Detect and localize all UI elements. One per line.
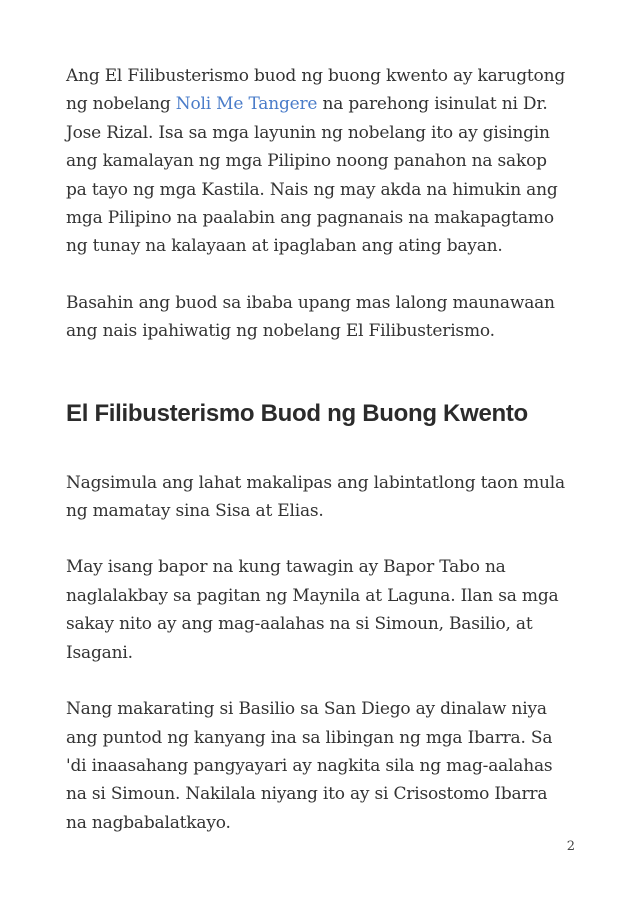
paragraph-spacer [66, 667, 578, 695]
story-line: na si Simoun. Nakilala niyang ito ay si Crisostomo Ibarra [66, 784, 548, 805]
heading-spacer [66, 429, 578, 469]
intro-line: Jose Rizal. Isa sa mga layunin ng nobelang ito ay gisingin [66, 122, 550, 143]
intro-paragraph [66, 62, 578, 261]
story-line: Isagani. [66, 642, 133, 663]
story-paragraph-2 [66, 553, 578, 667]
paragraph-spacer [66, 261, 578, 289]
story-line: Nang makarating si Basilio sa San Diego ay dinalaw niya [66, 699, 547, 720]
intro-line: ang kamalayan ng mga Pilipino noong panahon na sakop [66, 151, 547, 172]
story-line: ng mamatay sina Sisa at Elias. [66, 501, 324, 522]
intro-text: ng nobelang [66, 94, 176, 115]
read-below-line: ang nais ipahiwatig ng nobelang El Filibusterismo. [66, 321, 495, 342]
story-paragraph-1 [66, 469, 578, 526]
story-line: naglalakbay sa pagitan ng Maynila at Laguna. Ilan sa mga [66, 585, 559, 606]
noli-me-tangere-link[interactable]: Noli Me Tangere [175, 94, 318, 115]
story-line: May isang bapor na kung tawagin ay Bapor Tabo na [66, 557, 506, 578]
story-line: Nagsimula ang lahat makalipas ang labintatlong taon mula [66, 472, 565, 493]
intro-line: Ang El Filibusterismo buod ng buong kwento ay karugtong [66, 66, 566, 86]
story-line: sakay nito ay ang mag-aalahas na si Simoun, Basilio, at [66, 614, 533, 635]
story-line: 'di inaasahang pangyayari ay nagkita sila ng mag-aalahas [66, 755, 553, 776]
intro-line: mga Pilipino na paalabin ang pagnanais na makapagtamo [66, 208, 554, 229]
intro-text: na parehong isinulat ni Dr. [317, 94, 548, 115]
story-line: ang puntod ng kanyang ina sa libingan ng mga Ibarra. Sa [66, 727, 553, 748]
heading-spacer [66, 346, 578, 399]
page-number: 2 [566, 839, 575, 854]
paragraph-spacer [66, 525, 578, 553]
read-below-paragraph [66, 289, 578, 346]
read-below-line: Basahin ang buod sa ibaba upang mas lalong maunawaan [66, 292, 555, 313]
story-paragraph-3 [66, 695, 578, 837]
intro-line: ng tunay na kalayaan at ipaglaban ang ating bayan. [66, 236, 503, 257]
intro-line-with-link [66, 90, 578, 118]
page-content [66, 62, 578, 837]
story-line: na nagbabalatkayo. [66, 812, 231, 833]
intro-line: pa tayo ng mga Kastila. Nais ng may akda na himukin ang [66, 179, 558, 200]
section-heading: El Filibusterismo Buod ng Buong Kwento [66, 399, 528, 427]
